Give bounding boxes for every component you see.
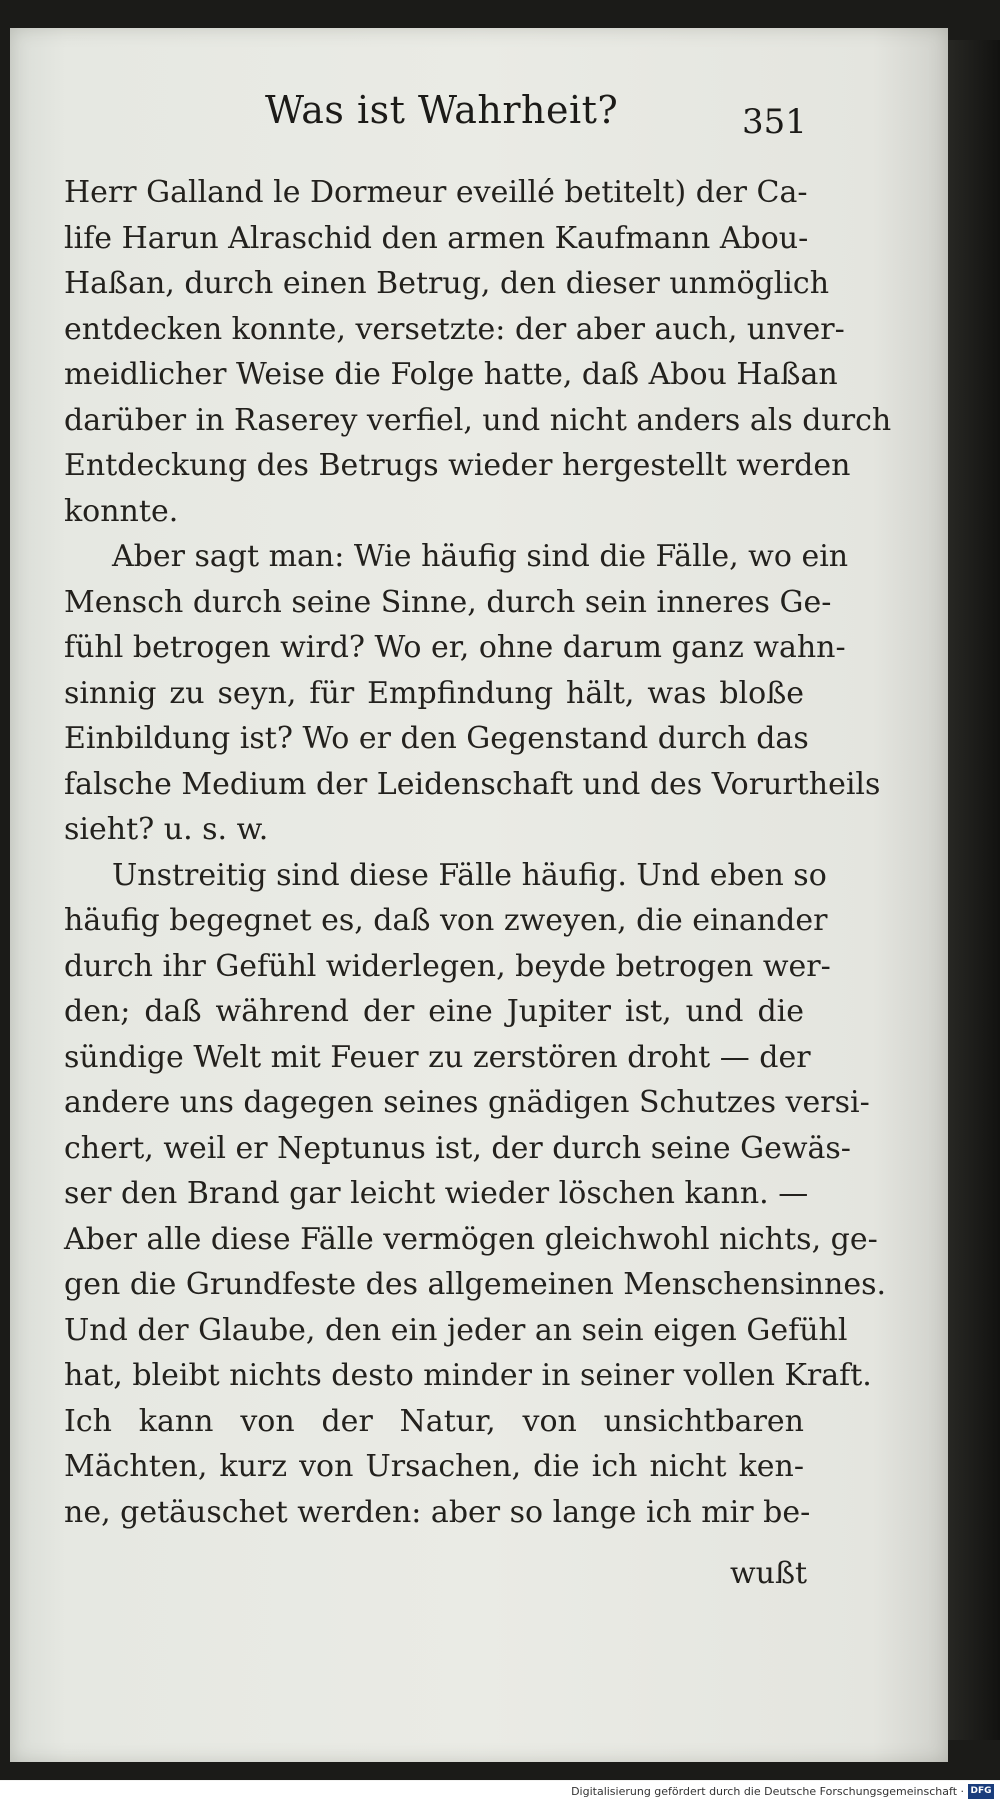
text-line: ser den Brand gar leicht wieder löschen kann. — [64, 1176, 809, 1211]
text-line: konnte. [64, 493, 179, 529]
footer-credit: Digitalisierung gefördert durch die Deutsche Forschungsgemeinschaft · [571, 1785, 964, 1798]
text-line: Unstreitig sind diese Fälle häufig. Und eben so [112, 857, 827, 893]
text-line: häufig begegnet es, daß von zweyen, die einander [64, 903, 828, 938]
text-line: ne, getäuschet werden: aber so lange ich mir be- [64, 1494, 811, 1530]
text-line: Mächten, kurz von Ursachen, die ich nicht ken- [64, 1449, 804, 1484]
text-line: Ich kann von der Natur, von unsichtbaren [64, 1403, 804, 1439]
text-line: Entdeckung des Betrugs wieder hergestellt werden [64, 448, 851, 483]
text-line: sündige Welt mit Feuer zu zerstören droht — der [64, 1039, 811, 1075]
paragraph [64, 853, 887, 1536]
footer-bar [0, 1781, 1000, 1803]
text-line: Haßan, durch einen Betrug, den dieser unmöglich [64, 266, 830, 301]
text-line: Einbildung ist? Wo er den Gegenstand durch das [64, 721, 809, 756]
text-line: meidlicher Weise die Folge hatte, daß Abou Haßan [64, 357, 838, 392]
text-line: durch ihr Gefühl widerlegen, beyde betrogen wer- [64, 948, 831, 984]
dfg-logo-icon: DFG [968, 1784, 994, 1799]
book-edge-shadow [942, 40, 1000, 1740]
running-title: Was ist Wahrheit? [265, 88, 619, 132]
paragraph [64, 170, 892, 534]
text-line: fühl betrogen wird? Wo er, ohne darum ganz wahn- [64, 630, 846, 665]
text-line: gen die Grundfeste des allgemeinen Menschensinnes. [64, 1267, 887, 1302]
text-line: andere uns dagegen seines gnädigen Schutzes versi- [64, 1085, 870, 1120]
text-line: sinnig zu seyn, für Empfindung hält, was bloße [64, 675, 804, 711]
text-line: life Harun Alraschid den armen Kaufmann Abou- [64, 220, 809, 256]
page-header [0, 88, 1000, 148]
text-line: Aber sagt man: Wie häufig sind die Fälle, wo ein [112, 539, 849, 574]
text-line: den; daß während der eine Jupiter ist, und die [64, 994, 804, 1029]
text-line: hat, bleibt nichts desto minder in seiner vollen Kraft. [64, 1358, 872, 1393]
text-line: sieht? u. s. w. [64, 812, 269, 847]
catchword: wußt [730, 1556, 808, 1591]
text-line: entdecken konnte, versetzte: der aber auch, unver- [64, 311, 845, 347]
paragraph [64, 534, 881, 853]
text-line: Aber alle diese Fälle vermögen gleichwohl nichts, ge- [64, 1221, 878, 1257]
text-line: Mensch durch seine Sinne, durch sein inneres Ge- [64, 584, 832, 620]
text-line: Herr Galland le Dormeur eveillé betitelt) der Ca- [64, 175, 808, 210]
text-line: chert, weil er Neptunus ist, der durch seine Gewäs- [64, 1130, 851, 1166]
text-line: Und der Glaube, den ein jeder an sein eigen Gefühl [64, 1312, 848, 1348]
text-line: darüber in Raserey verfiel, und nicht anders als durch [64, 402, 892, 438]
text-line: falsche Medium der Leidenschaft und des Vorurtheils [64, 766, 881, 802]
page-number: 351 [742, 102, 807, 142]
body-text [64, 170, 892, 1535]
